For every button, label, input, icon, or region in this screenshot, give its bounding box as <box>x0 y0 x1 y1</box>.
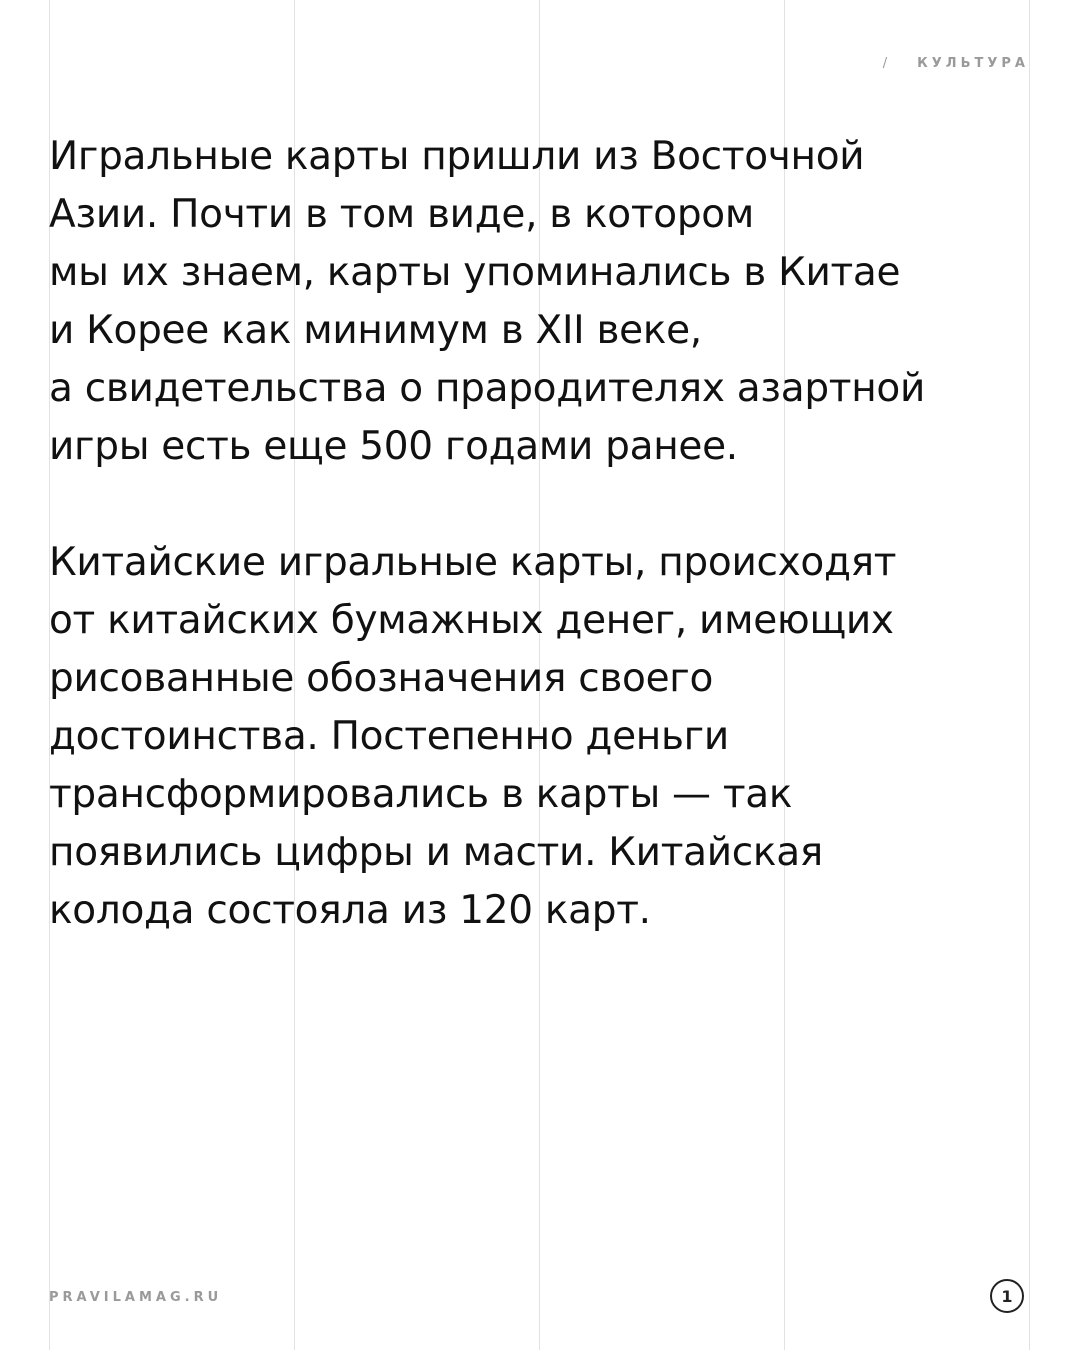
section-label <box>883 56 1029 71</box>
text-line: и Корее как минимум в XII веке, <box>49 308 702 353</box>
page-number: 1 <box>1001 1286 1013 1306</box>
text-line: трансформировались в карты — так <box>49 772 793 817</box>
article-body <box>49 128 1049 940</box>
text-line: колода состояла из 120 карт. <box>49 888 651 933</box>
site-url: PRAVILAMAG.RU <box>49 1290 223 1305</box>
text-line: мы их знаем, карты упоминались в Китае <box>49 250 901 295</box>
text-line: а свидетельства о прародителях азартной <box>49 366 926 411</box>
text-line: Китайские игральные карты, происходят <box>49 540 897 585</box>
section-slash: / <box>882 56 888 71</box>
text-line: Игральные карты пришли из Восточной <box>49 134 865 179</box>
paragraph-2 <box>49 534 1049 940</box>
text-line: достоинства. Постепенно деньги <box>49 714 729 759</box>
text-line: от китайских бумажных денег, имеющих <box>49 598 894 643</box>
paragraph-1 <box>49 128 1049 476</box>
section-name: КУЛЬТУРА <box>917 56 1029 71</box>
page-number-badge <box>990 1279 1024 1313</box>
text-line: игры есть еще 500 годами ранее. <box>49 424 738 469</box>
text-line: рисованные обозначения своего <box>49 656 714 701</box>
text-line: Азии. Почти в том виде, в котором <box>49 192 754 237</box>
text-line: появились цифры и масти. Китайская <box>49 830 823 875</box>
